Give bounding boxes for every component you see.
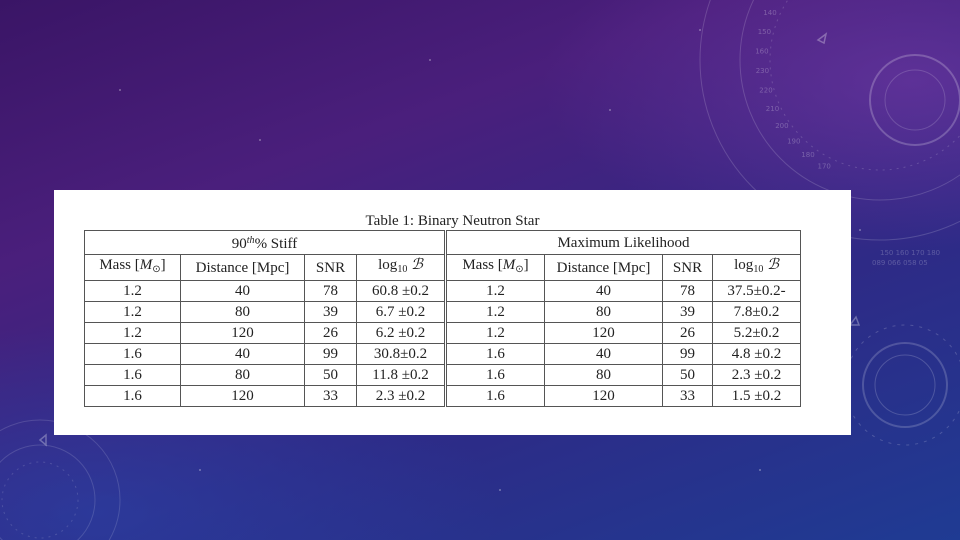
col-header-distance-ml: Distance [Mpc] <box>545 255 663 281</box>
col-header-mass: Mass $[M_⊙]$ <box>85 255 181 281</box>
cell-distance: 40 <box>181 344 305 365</box>
cell-snr-ml: 33 <box>663 386 713 407</box>
ring-number-label: 180 <box>801 151 815 160</box>
col-header-distance: Distance [Mpc] <box>181 255 305 281</box>
results-table <box>84 230 801 407</box>
cell-mass-ml: 1.2 <box>446 323 545 344</box>
col-header-snr-ml: SNR <box>663 255 713 281</box>
cell-logb-ml: 2.3 ±0.2 <box>713 365 801 386</box>
cell-distance: 120 <box>181 323 305 344</box>
cell-logb: 11.8 ±0.2 <box>357 365 446 386</box>
ring-br <box>863 343 947 427</box>
cell-mass-ml: 1.6 <box>446 344 545 365</box>
cell-snr: 50 <box>305 365 357 386</box>
col-header-logb: $\log_{10}$ ℬ <box>357 255 446 281</box>
cell-distance-ml: 120 <box>545 323 663 344</box>
cell-mass-ml: 1.2 <box>446 281 545 302</box>
cell-snr: 78 <box>305 281 357 302</box>
group-stiff-suffix: % Stiff <box>254 236 298 252</box>
cell-snr-ml: 39 <box>663 302 713 323</box>
cell-logb: 6.7 ±0.2 <box>357 302 446 323</box>
cell-logb: 2.3 ±0.2 <box>357 386 446 407</box>
ring-br-inner <box>875 355 935 415</box>
cell-snr-ml: 26 <box>663 323 713 344</box>
cell-snr-ml: 99 <box>663 344 713 365</box>
cell-snr-ml: 78 <box>663 281 713 302</box>
cell-distance-ml: 120 <box>545 386 663 407</box>
cell-distance-ml: 40 <box>545 281 663 302</box>
cell-logb-ml: 1.5 ±0.2 <box>713 386 801 407</box>
table-row <box>85 323 801 344</box>
cell-distance: 80 <box>181 365 305 386</box>
cell-logb-ml: 5.2±0.2 <box>713 323 801 344</box>
arrow-deco-right <box>850 317 859 325</box>
ring-number-label: 230 <box>755 67 770 76</box>
table-group-header-row <box>85 231 801 255</box>
cell-mass: 1.6 <box>85 386 181 407</box>
ring-bl-outer <box>0 420 120 540</box>
cell-mass: 1.6 <box>85 365 181 386</box>
ring-bl <box>0 445 95 540</box>
cell-mass-ml: 1.6 <box>446 365 545 386</box>
ring-small-inner <box>885 70 945 130</box>
table-row <box>85 281 801 302</box>
cell-distance: 120 <box>181 386 305 407</box>
ring-br-dotted <box>845 325 960 445</box>
group-stiff-number: 90 <box>231 236 247 252</box>
group-header-max-likelihood: Maximum Likelihood <box>446 231 801 255</box>
cell-logb-ml: 7.8±0.2 <box>713 302 801 323</box>
ring-number-label: 210 <box>765 104 780 113</box>
table-row <box>85 302 801 323</box>
cell-mass: 1.2 <box>85 323 181 344</box>
ring-dotted <box>770 0 960 170</box>
cell-logb: 60.8 ±0.2 <box>357 281 446 302</box>
ring-number-label: 160 <box>755 47 769 56</box>
cell-distance-ml: 80 <box>545 365 663 386</box>
ticker-bottom-text: 089 066 058 05 <box>872 259 928 267</box>
table-row <box>85 365 801 386</box>
cell-mass-ml: 1.2 <box>446 302 545 323</box>
table-row <box>85 344 801 365</box>
ring-mid <box>740 0 960 200</box>
table-figure <box>54 190 851 435</box>
ring-number-label: 170 <box>817 162 831 171</box>
cell-snr: 26 <box>305 323 357 344</box>
ring-number-label: 190 <box>787 137 801 146</box>
table-body <box>85 281 801 407</box>
cell-snr-ml: 50 <box>663 365 713 386</box>
cell-logb: 6.2 ±0.2 <box>357 323 446 344</box>
cell-mass: 1.2 <box>85 302 181 323</box>
group-stiff-sup: th <box>246 235 255 246</box>
arrow-deco-top <box>818 34 826 43</box>
cell-distance: 40 <box>181 281 305 302</box>
cell-logb-ml: 4.8 ±0.2 <box>713 344 801 365</box>
cell-snr: 33 <box>305 386 357 407</box>
cell-distance-ml: 80 <box>545 302 663 323</box>
table-row <box>85 386 801 407</box>
cell-distance: 80 <box>181 302 305 323</box>
cell-logb: 30.8±0.2 <box>357 344 446 365</box>
table-column-header-row <box>85 255 801 281</box>
ticker-right-text: 150 160 170 180 <box>880 249 941 257</box>
col-header-snr: SNR <box>305 255 357 281</box>
cell-snr: 99 <box>305 344 357 365</box>
table-caption: Table 1: Binary Neutron Star <box>365 213 540 229</box>
ring-number-label: 150 <box>757 28 772 36</box>
ring-number-label: 220 <box>759 86 773 95</box>
col-header-mass-ml: Mass $[M_⊙]$ <box>446 255 545 281</box>
ring-number-label: 140 <box>763 9 777 18</box>
cell-distance-ml: 40 <box>545 344 663 365</box>
cell-logb-ml: 37.5±0.2- <box>713 281 801 302</box>
ring-bl-dotted <box>2 462 78 538</box>
cell-mass: 1.2 <box>85 281 181 302</box>
ring-small <box>870 55 960 145</box>
group-header-stiff <box>85 231 446 255</box>
col-header-logb-ml: $\log_{10}$ ℬ <box>713 255 801 281</box>
arrow-deco-left <box>40 435 46 445</box>
cell-mass: 1.6 <box>85 344 181 365</box>
cell-snr: 39 <box>305 302 357 323</box>
cell-mass-ml: 1.6 <box>446 386 545 407</box>
ring-number-label: 200 <box>775 122 789 131</box>
